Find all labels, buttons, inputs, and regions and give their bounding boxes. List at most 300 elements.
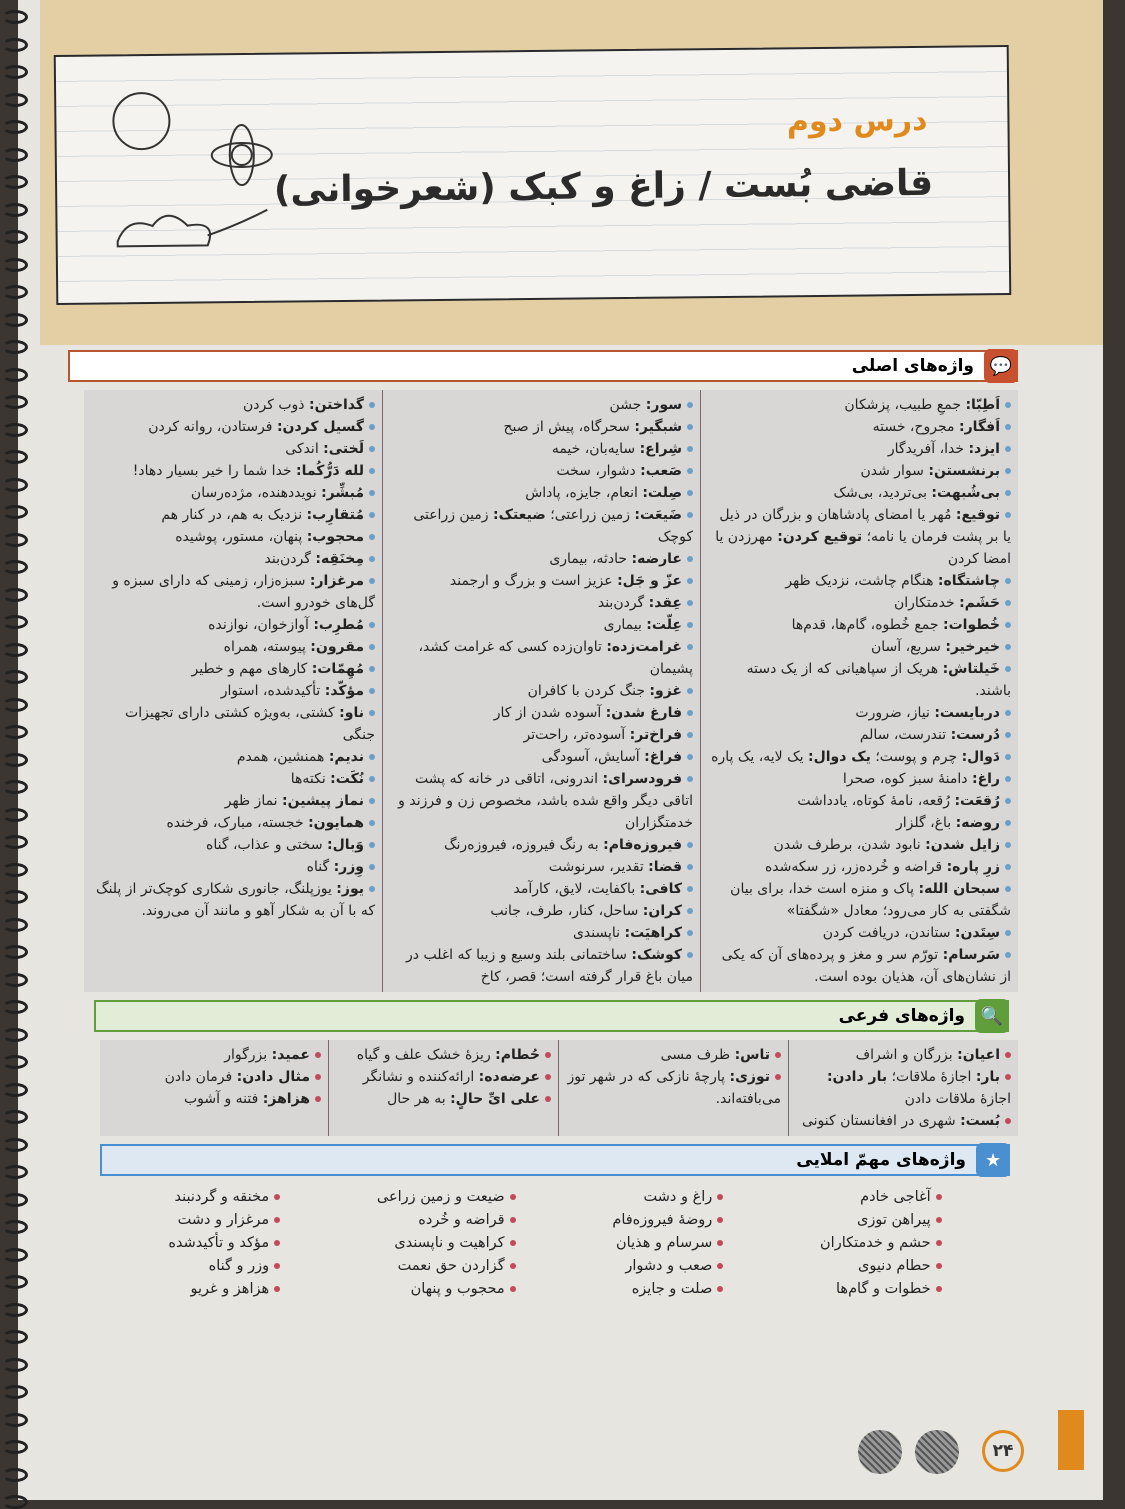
bullet-icon: [1005, 644, 1011, 650]
definition: رُقعه، نامهٔ کوتاه، یادداشت: [797, 793, 955, 809]
glossary-entry: [91, 570, 375, 614]
spelling-words-list: [100, 1176, 1010, 1301]
glossary-entry: [708, 790, 1011, 812]
bullet-icon: [936, 1194, 942, 1200]
bullet-icon: [369, 820, 375, 826]
spelling-word: مرغزار و دشت: [177, 1212, 270, 1228]
term: فیروزه‌فام:: [603, 837, 682, 853]
term: همایون:: [308, 815, 364, 831]
section-title: واژه‌های مهمّ املایی: [786, 1146, 976, 1174]
definition: انعام، جایزه، پاداش: [525, 485, 643, 501]
term: عارضه:: [631, 551, 682, 567]
term: رُقعَت:: [954, 793, 1000, 809]
spelling-item: [168, 1255, 280, 1278]
bullet-icon: [717, 1240, 723, 1246]
spelling-item: [820, 1255, 942, 1278]
term: محجوب:: [306, 529, 364, 545]
bullet-icon: [369, 490, 375, 496]
term: اعیان:: [957, 1047, 1000, 1063]
term: علی ایِّ حالٍ:: [450, 1091, 540, 1107]
spiral-ring: [2, 505, 28, 519]
bullet-icon: [315, 1052, 321, 1058]
term: مرغزار:: [309, 573, 364, 589]
definition: چرم و پوست؛: [870, 749, 962, 765]
glossary-entry: [91, 636, 375, 658]
spelling-word: کراهیت و ناپسندی: [394, 1235, 505, 1251]
spiral-ring: [2, 1028, 28, 1042]
spiral-ring: [2, 395, 28, 409]
term: تاس:: [734, 1047, 770, 1063]
definition: تورّم سر و مغز و پرده‌های آن که یکی از نشان‌های آن، هذیان بوده است.: [721, 947, 1011, 985]
spiral-ring: [2, 698, 28, 712]
glossary-entry: [708, 482, 1011, 504]
bullet-icon: [687, 556, 693, 562]
definition: ناپسندی: [572, 925, 625, 941]
definition: آسوده شدن از کار: [493, 705, 606, 721]
term: شِراع:: [639, 441, 682, 457]
definition: زمین زراعتی کوچک: [413, 507, 693, 545]
glossary-entry: [390, 504, 693, 548]
bullet-icon: [1005, 776, 1011, 782]
definition: سریع، آسان: [870, 639, 946, 655]
spelling-item: [612, 1278, 723, 1301]
definition: نکته‌ها: [290, 771, 331, 787]
term: گسیل کردن:: [276, 419, 364, 435]
definition: سحرگاه، پیش از صبح: [503, 419, 635, 435]
bullet-icon: [1005, 1074, 1011, 1080]
bullet-icon: [369, 402, 375, 408]
lesson-label: درس دوم: [786, 102, 928, 140]
bullet-icon: [545, 1052, 551, 1058]
term: زرِ پاره:: [946, 859, 1000, 875]
glossary-entry: [566, 1044, 781, 1066]
term: دُرست:: [950, 727, 1000, 743]
definition: تقدیر، سرنوشت: [548, 859, 649, 875]
glossary-entry: [708, 460, 1011, 482]
definition: پیوسته، همراه: [223, 639, 311, 655]
bullet-icon: [1005, 424, 1011, 430]
spelling-item: [612, 1186, 723, 1209]
definition: جمعِ طبیب، پزشکان: [844, 397, 966, 413]
glossary-entry: [390, 944, 693, 988]
spelling-item: [612, 1209, 723, 1232]
bullet-icon: [687, 908, 693, 914]
definition: قراضه و خُرده‌زر، زر سکه‌شده: [764, 859, 947, 875]
glossary-entry: [708, 636, 1011, 658]
glossary-entry: [91, 548, 375, 570]
spelling-word: محجوب و پنهان: [410, 1281, 505, 1297]
definition: مجروح، خسته: [872, 419, 959, 435]
definition: سایه‌بان، خیمه: [551, 441, 640, 457]
spelling-word: حشم و خدمتکاران: [820, 1235, 931, 1251]
bullet-icon: [1005, 1118, 1011, 1124]
spiral-ring: [2, 1000, 28, 1014]
spelling-words-header: [100, 1144, 1010, 1176]
definition: خجسته، مبارک، فرخنده: [166, 815, 309, 831]
spiral-ring: [2, 1055, 28, 1069]
definition: عزیز است و بزرگ و ارجمند: [449, 573, 618, 589]
glossary-entry: [796, 1066, 1011, 1110]
term: بُست:: [960, 1113, 1000, 1129]
bullet-icon: [687, 842, 693, 848]
glossary-entry: [708, 812, 1011, 834]
definition: به رنگ فیروزه، فیروزه‌رنگ: [444, 837, 604, 853]
term: صِلت:: [642, 485, 682, 501]
glossary-entry: [107, 1088, 321, 1110]
glossary-entry: [91, 526, 375, 548]
decorative-circle: [915, 1430, 959, 1474]
spiral-ring: [2, 643, 28, 657]
word-column: [700, 390, 1018, 992]
spiral-ring: [2, 588, 28, 602]
spelling-word: قراضه و خُرده: [418, 1212, 505, 1228]
spiral-ring: [2, 918, 28, 932]
definition: تأکیدشده، استوار: [220, 683, 325, 699]
spelling-word: صلت و جایزه: [631, 1281, 713, 1297]
spelling-item: [168, 1278, 280, 1301]
bullet-icon: [510, 1217, 516, 1223]
bullet-icon: [1005, 468, 1011, 474]
bullet-icon: [1005, 1052, 1011, 1058]
bullet-icon: [687, 732, 693, 738]
glossary-entry: [91, 790, 375, 812]
glossary-entry: [91, 416, 375, 438]
glossary-entry: [91, 614, 375, 636]
definition: مهرزدن یا امضا کردن: [715, 529, 1011, 567]
bullet-icon: [369, 534, 375, 540]
spiral-ring: [2, 38, 28, 52]
glossary-entry: [708, 416, 1011, 438]
bullet-icon: [687, 446, 693, 452]
term: فارغ شدن:: [605, 705, 682, 721]
definition: هنگام چاشت، نزدیک ظهر: [785, 573, 938, 589]
definition: اجازهٔ ملاقات دادن: [904, 1091, 1011, 1107]
glossary-entry: [796, 1044, 1011, 1066]
definition: خدا شما را خیر بسیار دهاد!: [132, 463, 297, 479]
spiral-ring: [2, 1385, 28, 1399]
glossary-entry: [91, 658, 375, 680]
term: ندیم:: [328, 749, 364, 765]
term: مقرون:: [310, 639, 364, 655]
definition: ظرف مسی: [660, 1047, 735, 1063]
spelling-word: مؤکد و تأکیدشده: [168, 1235, 270, 1251]
term: عزّ و جَل:: [617, 573, 682, 589]
bullet-icon: [936, 1263, 942, 1269]
bullet-icon: [369, 754, 375, 760]
definition: سبزه‌زار، زمینی که دارای سبزه و گل‌های خودرو است.: [112, 573, 375, 611]
term: روضه:: [955, 815, 1000, 831]
definition: نماز ظهر: [224, 793, 283, 809]
spiral-ring: [2, 313, 28, 327]
spiral-ring: [2, 1110, 28, 1124]
definition: پاک و منزه است خدا، برای بیان شگفتی به کار می‌رود؛ معادل «شگفتا»: [730, 881, 1011, 919]
bullet-icon: [1005, 754, 1011, 760]
term: مُطرِب:: [313, 617, 364, 633]
word-column: [558, 1040, 788, 1136]
definition: اجازهٔ ملاقات؛: [887, 1069, 976, 1085]
spiral-ring: [2, 175, 28, 189]
term: راغ:: [971, 771, 1000, 787]
bullet-icon: [717, 1286, 723, 1292]
glossary-entry: [390, 878, 693, 900]
spiral-ring: [2, 1330, 28, 1344]
definition: ستاندن، دریافت کردن: [822, 925, 955, 941]
glossary-entry: [390, 416, 693, 438]
term: یک دوال:: [807, 749, 871, 765]
definition: ذوب کردن: [242, 397, 309, 413]
spelling-word: روضهٔ فیروزه‌فام: [612, 1212, 713, 1228]
spiral-ring: [2, 340, 28, 354]
term: توزی:: [729, 1069, 770, 1085]
spelling-word: مخنقه و گردنبند: [174, 1189, 270, 1205]
definition: دشوار، سخت: [556, 463, 641, 479]
bullet-icon: [274, 1263, 280, 1269]
word-column: [382, 390, 700, 992]
chat-bubble-icon: 💬: [984, 349, 1018, 383]
bullet-icon: [687, 468, 693, 474]
word-column: [788, 1040, 1018, 1136]
definition: باکفایت، لایق، کارآمد: [513, 881, 640, 897]
spelling-word: خطوات و گام‌ها: [836, 1281, 931, 1297]
definition: نزدیک به هم، در کنار هم: [161, 507, 307, 523]
spiral-ring: [2, 890, 28, 904]
term: سِتَدن:: [954, 925, 1000, 941]
term: مثال دادن:: [236, 1069, 310, 1085]
term: قضا:: [648, 859, 682, 875]
glossary-entry: [708, 504, 1011, 570]
bullet-icon: [687, 644, 693, 650]
spiral-ring: [2, 863, 28, 877]
glossary-entry: [91, 680, 375, 702]
term: فراخ‌تر:: [629, 727, 682, 743]
glossary-entry: [708, 658, 1011, 702]
bullet-icon: [687, 512, 693, 518]
term: کران:: [642, 903, 682, 919]
bullet-icon: [1005, 732, 1011, 738]
glossary-entry: [91, 438, 375, 460]
bullet-icon: [545, 1096, 551, 1102]
spiral-ring: [2, 1193, 28, 1207]
bullet-icon: [369, 556, 375, 562]
definition: خدمتکاران: [893, 595, 960, 611]
glossary-entry: [91, 746, 375, 768]
term: مِخنَقِه:: [315, 551, 364, 567]
bullet-icon: [687, 424, 693, 430]
definition: فتنه و آشوب: [183, 1091, 263, 1107]
glossary-entry: [708, 702, 1011, 724]
bullet-icon: [510, 1240, 516, 1246]
bullet-icon: [687, 402, 693, 408]
section-title: واژه‌های فرعی: [829, 1002, 975, 1030]
glossary-entry: [336, 1044, 551, 1066]
flower-doodle-icon: [96, 74, 298, 266]
term: عمید:: [271, 1047, 310, 1063]
definition: نابود شدن، برطرف شدن: [773, 837, 926, 853]
term: صَعب:: [640, 463, 682, 479]
term: فراغ:: [644, 749, 682, 765]
term: لله دَرُّکُما:: [296, 463, 364, 479]
spelling-word: وزر و گناه: [208, 1258, 270, 1274]
glossary-entry: [390, 922, 693, 944]
glossary-entry: [91, 504, 375, 526]
term: توقیع:: [955, 507, 1000, 523]
spiral-ring: [2, 835, 28, 849]
glossary-entry: [708, 922, 1011, 944]
spelling-item: [377, 1232, 516, 1255]
glossary-entry: [708, 768, 1011, 790]
bullet-icon: [510, 1286, 516, 1292]
spiral-ring: [2, 1303, 28, 1317]
spiral-ring: [2, 1138, 28, 1152]
bullet-icon: [1005, 886, 1011, 892]
spiral-ring: [2, 93, 28, 107]
sub-words-header: [94, 1000, 1009, 1032]
bullet-icon: [1005, 600, 1011, 606]
bullet-icon: [687, 578, 693, 584]
bullet-icon: [369, 776, 375, 782]
definition: جشن: [609, 397, 646, 413]
spiral-binding: [0, 0, 40, 1500]
spelling-column: [377, 1186, 516, 1301]
bullet-icon: [687, 930, 693, 936]
bullet-icon: [369, 710, 375, 716]
spiral-ring: [2, 203, 28, 217]
definition: یک لایه، یک پاره: [711, 749, 808, 765]
spelling-word: ضیعت و زمین زراعی: [376, 1189, 505, 1205]
section-title: واژه‌های اصلی: [842, 352, 984, 380]
definition: ریزهٔ خشک علف و گیاه: [356, 1047, 496, 1063]
spelling-item: [168, 1209, 280, 1232]
definition: بزرگان و اشراف: [855, 1047, 958, 1063]
bullet-icon: [274, 1217, 280, 1223]
glossary-entry: [336, 1088, 551, 1110]
spelling-item: [168, 1232, 280, 1255]
bullet-icon: [369, 864, 375, 870]
definition: اندرونی، اتاقی در خانه که پشت اتاقی دیگر واقع شده باشد، مخصوص زن و فرزند و خدمتگزاران: [398, 771, 693, 831]
term: شبگیر:: [634, 419, 682, 435]
bullet-icon: [369, 512, 375, 518]
glossary-entry: [566, 1066, 781, 1110]
definition: دامنهٔ سبز کوه، صحرا: [842, 771, 972, 787]
spelling-item: [377, 1186, 516, 1209]
spiral-ring: [2, 1165, 28, 1179]
word-column: [328, 1040, 558, 1136]
glossary-entry: [708, 878, 1011, 922]
spiral-ring: [2, 808, 28, 822]
term: مؤکّد:: [324, 683, 364, 699]
term: عرضه‌ده:: [478, 1069, 540, 1085]
bullet-icon: [369, 424, 375, 430]
term: دربایست:: [934, 705, 1000, 721]
term: خُطوات:: [943, 617, 1000, 633]
spiral-ring: [2, 285, 28, 299]
glossary-entry: [708, 834, 1011, 856]
term: کافی:: [639, 881, 682, 897]
definition: پنهان، مستور، پوشیده: [175, 529, 307, 545]
definition: به هر حال: [387, 1091, 451, 1107]
glossary-entry: [390, 460, 693, 482]
term: سبحان الله:: [918, 881, 1000, 897]
bullet-icon: [315, 1074, 321, 1080]
term: بار دادن:: [826, 1069, 888, 1085]
glossary-entry: [107, 1066, 321, 1088]
spiral-ring: [2, 1413, 28, 1427]
bullet-icon: [687, 776, 693, 782]
definition: نیاز، ضرورت: [855, 705, 935, 721]
bullet-icon: [510, 1194, 516, 1200]
spelling-item: [820, 1278, 942, 1301]
glossary-entry: [91, 482, 375, 504]
definition: تاوان‌زده کسی که غرامت کشد، پشیمان: [418, 639, 693, 677]
term: حَشَم:: [959, 595, 1000, 611]
glossary-entry: [336, 1066, 551, 1088]
glossary-entry: [708, 394, 1011, 416]
bullet-icon: [687, 952, 693, 958]
bullet-icon: [936, 1240, 942, 1246]
definition: باغ، گلزار: [896, 815, 956, 831]
term: خَیلتاش:: [942, 661, 1000, 677]
spiral-ring: [2, 973, 28, 987]
bullet-icon: [775, 1074, 781, 1080]
bullet-icon: [1005, 930, 1011, 936]
word-column: [100, 1040, 328, 1136]
bullet-icon: [717, 1194, 723, 1200]
definition: خدا، آفریدگار: [887, 441, 969, 457]
glossary-entry: [91, 768, 375, 790]
bullet-icon: [274, 1240, 280, 1246]
term: برنشستن:: [928, 463, 1000, 479]
glossary-entry: [390, 702, 693, 724]
content-flow: [68, 350, 1018, 1301]
term: اَطِبّا:: [965, 397, 1000, 413]
bullet-icon: [369, 446, 375, 452]
definition: پارچهٔ نازکی که در شهر توز می‌بافته‌اند.: [567, 1069, 781, 1107]
glossary-entry: [390, 614, 693, 636]
definition: همنشین، همدم: [236, 749, 329, 765]
title-card: [54, 45, 1012, 305]
glossary-entry: [390, 592, 693, 614]
spiral-ring: [2, 1275, 28, 1289]
word-column: [84, 390, 382, 992]
spelling-item: [820, 1186, 942, 1209]
glossary-entry: [390, 768, 693, 834]
spiral-ring: [2, 148, 28, 162]
definition: فرستادن، روانه کردن: [148, 419, 277, 435]
bullet-icon: [687, 600, 693, 606]
glossary-entry: [390, 724, 693, 746]
bullet-icon: [1005, 578, 1011, 584]
glossary-entry: [390, 856, 693, 878]
term: سور:: [645, 397, 682, 413]
bullet-icon: [369, 886, 375, 892]
term: عِقد:: [648, 595, 682, 611]
definition: بزرگوار: [224, 1047, 272, 1063]
bullet-icon: [687, 710, 693, 716]
term: مُتقارِب:: [306, 507, 364, 523]
definition: کشتی، به‌ویژه کشتی دارای تجهیزات جنگی: [125, 705, 375, 743]
spelling-word: آغاجی خادم: [860, 1189, 931, 1205]
magnifier-icon: 🔍: [975, 999, 1009, 1033]
spelling-word: هزاهز و غریو: [190, 1281, 270, 1297]
term: گداختن:: [308, 397, 364, 413]
spiral-ring: [2, 945, 28, 959]
bullet-icon: [687, 754, 693, 760]
spelling-column: [820, 1186, 942, 1301]
decorative-circle: [858, 1430, 902, 1474]
term: مُهِمّات:: [311, 661, 364, 677]
spiral-ring: [2, 230, 28, 244]
definition: هریک از سپاهیانی که از یک دسته باشند.: [746, 661, 1011, 699]
